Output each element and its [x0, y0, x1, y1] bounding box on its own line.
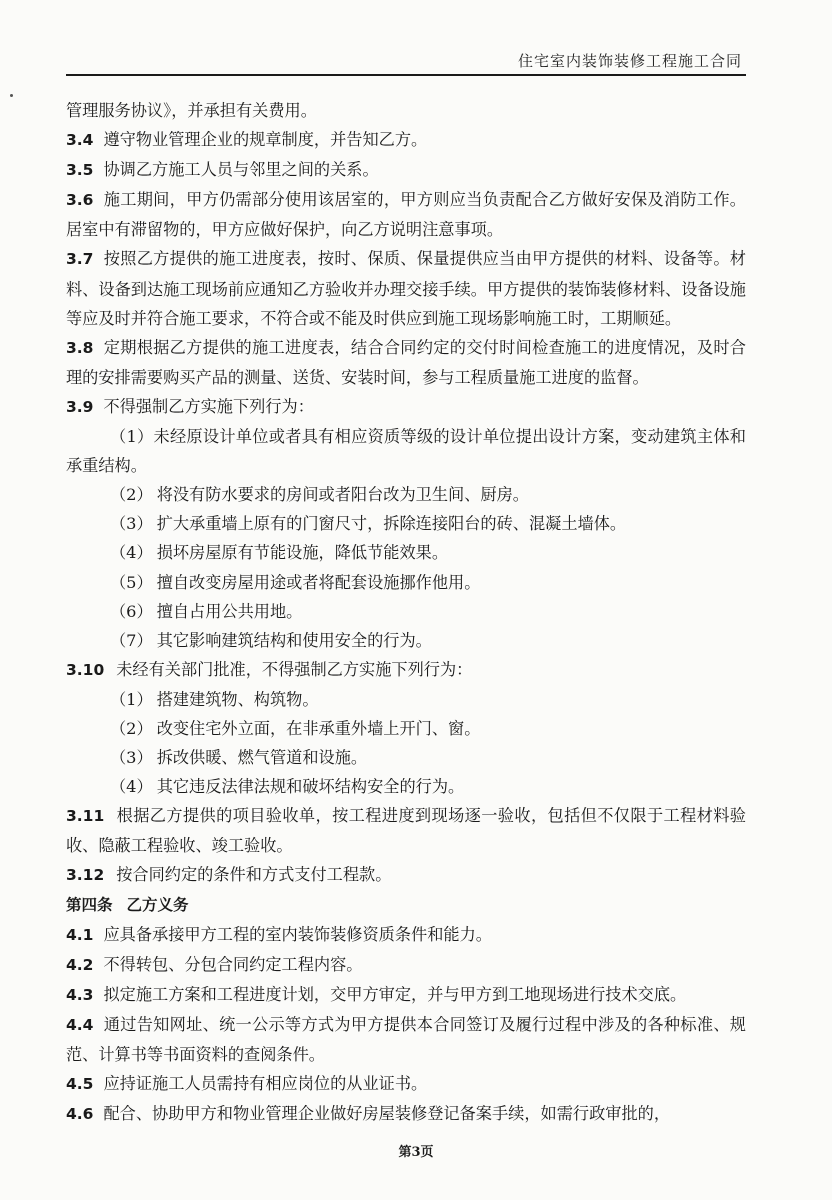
list-marker: （1） — [110, 427, 154, 447]
clause-4-4 — [66, 1010, 746, 1069]
clause-number: 3.11 — [66, 807, 105, 826]
clause-number: 3.9 — [66, 397, 94, 416]
clause-3-9 — [66, 392, 746, 422]
clause-number: 4.3 — [66, 985, 94, 1004]
list-marker: （3） — [110, 748, 153, 768]
section-heading — [66, 891, 746, 920]
clause-number: 4.6 — [66, 1105, 94, 1124]
list-item — [66, 714, 746, 743]
clause-3-11 — [66, 801, 746, 860]
clause-number: 3.8 — [66, 338, 94, 357]
clause-text: 通过告知网址、统一公示等方式为甲方提供本合同签订及履行过程中涉及的各种标准、规范、计算书等书面资料的查阅条件。 — [66, 1014, 746, 1064]
list-marker: （5） — [110, 572, 153, 592]
clause-3-10 — [66, 655, 746, 685]
clause-number: 3.7 — [66, 250, 94, 269]
clause-number: 3.4 — [66, 131, 94, 150]
clause-text: 拟定施工方案和工程进度计划，交甲方审定，并与甲方到工地现场进行技术交底。 — [103, 984, 687, 1004]
page-number: 第3页 — [398, 1145, 434, 1160]
clause-text: 配合、协助甲方和物业管理企业做好房屋装修登记备案手续，如需行政审批的， — [103, 1104, 671, 1124]
list-text: 改变住宅外立面，在非承重外墙上开门、窗。 — [156, 718, 481, 738]
clause-text: 协调乙方施工人员与邻里之间的关系。 — [103, 160, 379, 180]
clause-text: 应持证施工人员需持有相应岗位的从业证书。 — [103, 1074, 428, 1094]
list-item — [66, 597, 746, 626]
clause-3-8 — [66, 333, 746, 392]
list-text: 擅自改变房屋用途或者将配套设施挪作他用。 — [156, 572, 481, 592]
clause-text: 不得强制乙方实施下列行为： — [103, 396, 314, 416]
list-item — [66, 480, 746, 509]
list-item — [66, 772, 746, 801]
clause-3-4 — [66, 125, 746, 155]
clause-3-7 — [66, 244, 746, 332]
list-item — [66, 743, 746, 772]
clause-text: 施工期间，甲方仍需部分使用该居室的，甲方则应当负责配合乙方做好安保及消防工作。居室中有滞留物的，甲方应做好保护，向乙方说明注意事项。 — [66, 190, 746, 240]
list-item — [66, 509, 746, 538]
clause-text: 按合同约定的条件和方式支付工程款。 — [116, 865, 392, 885]
list-marker: （4） — [110, 777, 153, 797]
list-text: 损坏房屋原有节能设施，降低节能效果。 — [156, 543, 449, 563]
clause-number: 3.12 — [66, 866, 105, 885]
intro-line: 管理服务协议》，并承担有关费用。 — [66, 101, 317, 120]
clause-number: 4.1 — [66, 925, 94, 944]
list-marker: （2） — [110, 718, 153, 738]
clause-4-3 — [66, 980, 746, 1010]
contract-body — [66, 96, 746, 1129]
clause-text: 应具备承接甲方工程的室内装饰装修资质条件和能力。 — [103, 924, 492, 944]
clause-4-6 — [66, 1099, 746, 1129]
section-label: 第四条 — [66, 895, 113, 914]
list-marker: （7） — [110, 630, 153, 650]
list-marker: （6） — [110, 601, 153, 621]
clause-text: 根据乙方提供的项目验收单，按工程进度到现场逐一验收，包括但不仅限于工程材料验收、隐蔽工程验收、竣工验收。 — [66, 806, 746, 856]
list-item — [66, 422, 746, 480]
clause-number: 4.5 — [66, 1075, 94, 1094]
clause-4-2 — [66, 950, 746, 980]
header-title: 住宅室内装饰装修工程施工合同 — [517, 52, 742, 70]
clause-4-1 — [66, 920, 746, 950]
clause-number: 3.5 — [66, 161, 94, 180]
clause-number: 3.10 — [66, 660, 105, 679]
clause-number: 4.4 — [66, 1015, 94, 1034]
clause-text: 按照乙方提供的施工进度表，按时、保质、保量提供应当由甲方提供的材料、设备等。材料、设备到达施工现场前应通知乙方验收并办理交接手续。甲方提供的装饰装修材料、设备设施等应及时并符合施工要求，不符合或不能及时供应到施工现场影响施工时，工期顺延。 — [66, 249, 746, 328]
clause-text: 定期根据乙方提供的施工进度表，结合合同约定的交付时间检查施工的进度情况，及时合理的安排需要购买产品的测量、送货、安装时间，参与工程质量施工进度的监督。 — [66, 337, 746, 387]
clause-3-6 — [66, 185, 746, 244]
clause-text: 遵守物业管理企业的规章制度，并告知乙方。 — [103, 130, 428, 150]
list-text: 擅自占用公共用地。 — [156, 601, 303, 621]
clause-3-12 — [66, 860, 746, 890]
clause-text: 不得转包、分包合同约定工程内容。 — [103, 954, 363, 974]
list-item — [66, 568, 746, 597]
list-marker: （2） — [110, 485, 153, 505]
list-text: 扩大承重墙上原有的门窗尺寸，拆除连接阳台的砖、混凝土墙体。 — [156, 514, 627, 534]
list-item — [66, 538, 746, 567]
list-marker: （4） — [110, 543, 153, 563]
list-item — [66, 685, 746, 714]
list-text: 拆改供暖、燃气管道和设施。 — [156, 748, 368, 768]
list-marker: （1） — [110, 689, 153, 709]
page-header — [66, 44, 746, 76]
clause-3-5 — [66, 155, 746, 185]
scan-speck — [10, 94, 13, 97]
clause-text: 未经有关部门批准，不得强制乙方实施下列行为： — [116, 659, 473, 679]
section-title: 乙方义务 — [126, 895, 189, 914]
clause-4-5 — [66, 1069, 746, 1099]
list-marker: （3） — [110, 514, 153, 534]
list-text: 其它违反法律法规和破坏结构安全的行为。 — [156, 777, 465, 797]
clause-number: 3.6 — [66, 191, 94, 210]
list-text: 其它影响建筑结构和使用安全的行为。 — [156, 630, 432, 650]
list-text: 搭建建筑物、构筑物。 — [156, 689, 319, 709]
list-text: 将没有防水要求的房间或者阳台改为卫生间、厨房。 — [156, 485, 529, 505]
list-text: 未经原设计单位或者具有相应资质等级的设计单位提出设计方案，变动建筑主体和承重结构。 — [66, 427, 746, 476]
list-item — [66, 626, 746, 655]
clause-number: 4.2 — [66, 955, 94, 974]
